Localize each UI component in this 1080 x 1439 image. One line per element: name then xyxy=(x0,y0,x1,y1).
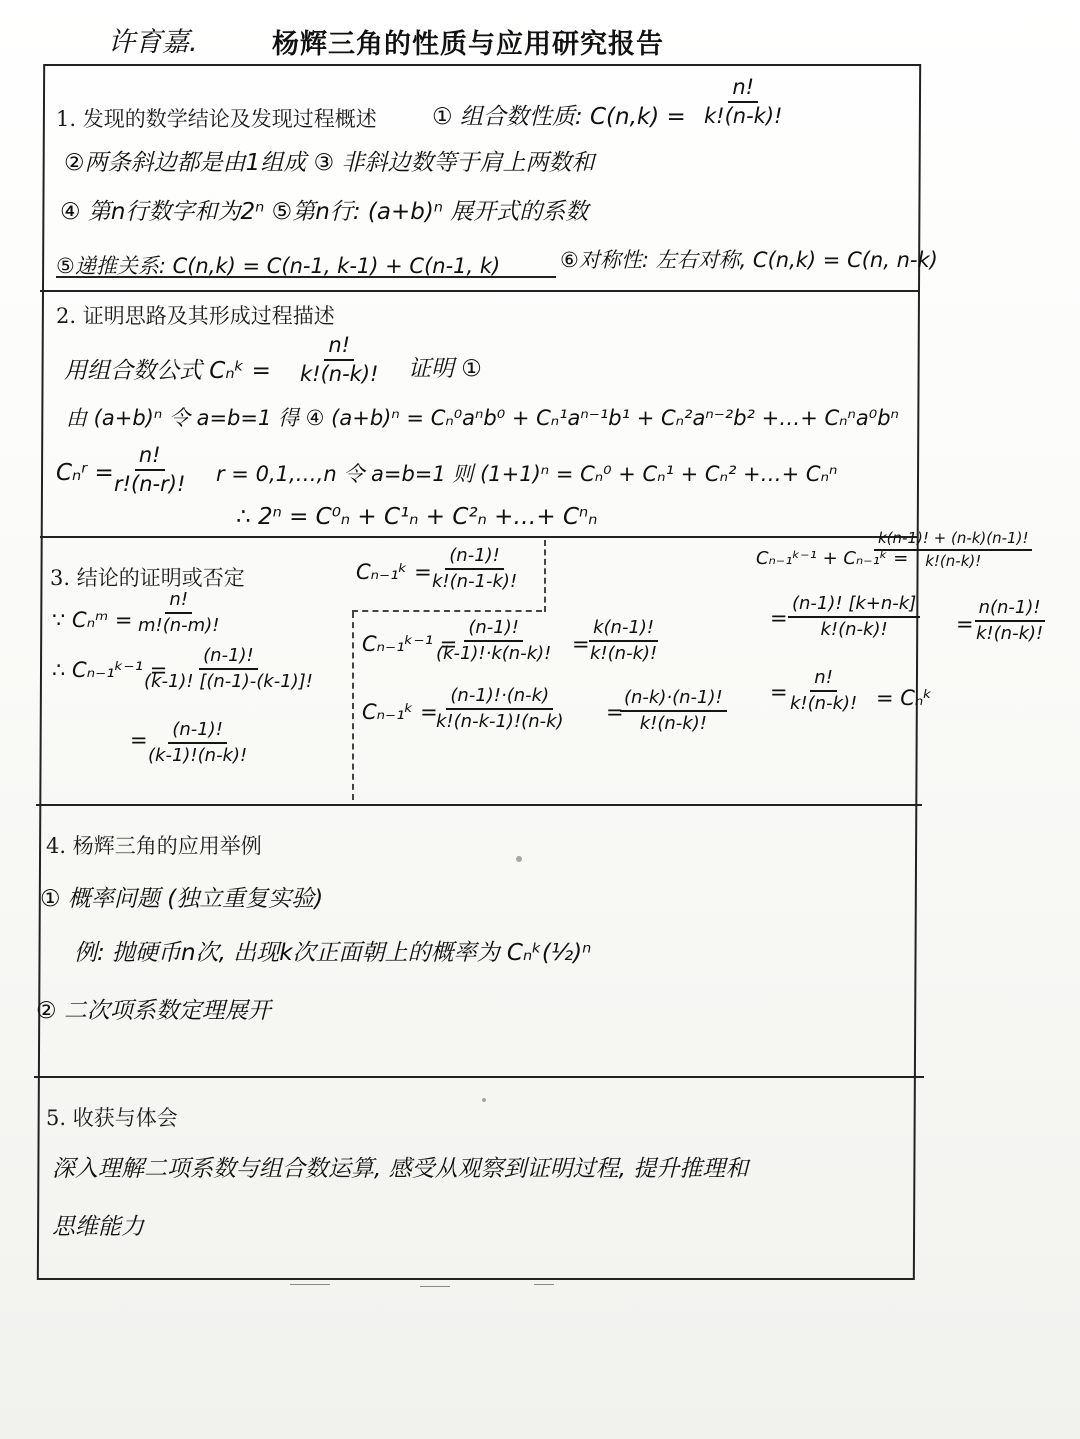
fraction-numerator: k(n-1)! + (n-k)(n-1)! xyxy=(874,530,1032,551)
s3-c3-line-2b-equals: = xyxy=(956,612,974,636)
fraction-denominator: (k-1)! [(n-1)-(k-1)]! xyxy=(144,670,313,692)
fraction-denominator: k!(n-k)! xyxy=(704,104,783,129)
scan-speck xyxy=(516,856,522,862)
s3-c3-line-3-suffix: = Cₙᵏ xyxy=(876,686,933,710)
s3-c2-line-2-equals: = xyxy=(572,632,590,656)
s4-line-1: ① 概率问题 (独立重复实验) xyxy=(40,886,324,912)
s3-c2-line-2-prefix: Cₙ₋₁ᵏ⁻¹ = xyxy=(362,632,458,656)
s2-line-4: ∴ 2ⁿ = C⁰ₙ + C¹ₙ + C²ₙ +…+ Cⁿₙ xyxy=(236,504,598,530)
s3-c1-line-1-prefix: ∵ Cₙᵐ = xyxy=(52,608,133,632)
s3-c3-line-1-fraction xyxy=(874,530,1032,569)
s3-c2-line-2-fraction xyxy=(432,618,555,664)
s2-line-1-suffix: 证明 ① xyxy=(408,356,482,382)
s3-c3-line-2-equals: = xyxy=(770,606,788,630)
fraction-numerator: n! xyxy=(135,444,165,471)
s3-c1-line-1-fraction xyxy=(134,590,223,636)
s3-c3-line-2b-fraction xyxy=(972,598,1047,644)
fraction-numerator: (n-1)! xyxy=(464,618,523,642)
fraction-numerator: n! xyxy=(810,668,837,692)
section-divider-3-4 xyxy=(36,804,922,806)
s3-c1-line-3-fraction xyxy=(144,720,251,766)
fraction-numerator: (n-k)·(n-1)! xyxy=(620,688,727,712)
s3-c2-line-1-prefix: Cₙ₋₁ᵏ = xyxy=(356,560,432,584)
fraction-denominator: (k-1)!(n-k)! xyxy=(148,744,248,766)
s4-line-2: 例: 抛硬币n次, 出现k次正面朝上的概率为 Cₙᵏ(½)ⁿ xyxy=(74,940,592,966)
fraction-denominator: k!(n-k)! xyxy=(790,692,858,714)
author-signature: 许育嘉. xyxy=(108,27,198,58)
fraction-numerator: n! xyxy=(324,334,354,361)
s2-line-2: 由 (a+b)ⁿ 令 a=b=1 得 ④ (a+b)ⁿ = Cₙ⁰aⁿb⁰ + Cₙ¹aⁿ⁻¹b¹ + Cₙ²aⁿ⁻²b² +…+ Cₙⁿa⁰bⁿ xyxy=(66,406,899,430)
section-divider-2-3 xyxy=(40,536,918,538)
fraction-denominator: k!(n-k)! xyxy=(639,712,707,734)
scan-edge-mark xyxy=(534,1284,554,1285)
fraction-denominator: r!(n-r)! xyxy=(114,472,186,497)
section-divider-1-2 xyxy=(40,290,918,292)
fraction-numerator: n! xyxy=(165,590,192,614)
s1-line-2: ②两条斜边都是由1组成 ③ 非斜边数等于肩上两数和 xyxy=(64,150,595,176)
s1-item1-prefix: ① 组合数性质: C(n,k) = xyxy=(432,104,686,130)
fraction-denominator: k!(n-k)! xyxy=(976,622,1044,644)
fraction-denominator: (k-1)!·k(n-k)! xyxy=(436,642,552,664)
s1-line-4a-underline xyxy=(56,276,556,278)
fraction-denominator: k!(n-k)! xyxy=(300,362,379,387)
s3-c1-line-3-prefix: = xyxy=(130,728,148,752)
section-3-heading: 3. 结论的证明或否定 xyxy=(50,566,245,590)
fraction-numerator: k(n-1)! xyxy=(589,618,658,642)
fraction-denominator: k!(n-k)! xyxy=(925,551,982,570)
fraction-denominator: k!(n-1-k)! xyxy=(432,570,518,592)
s1-item1-fraction xyxy=(700,76,786,128)
fraction-numerator: (n-1)! xyxy=(199,646,258,670)
s3-c1-line-2-fraction xyxy=(140,646,317,692)
section-2-heading: 2. 证明思路及其形成过程描述 xyxy=(56,304,335,328)
s2-line-1-prefix: 用组合数公式 Cₙᵏ = xyxy=(64,358,271,384)
s5-line-1: 深入理解二项系数与组合数运算, 感受从观察到证明过程, 提升推理和 xyxy=(52,1156,749,1182)
s2-line-3-fraction xyxy=(110,444,189,496)
scan-edge-mark xyxy=(420,1286,450,1287)
proof-box-dashed-left xyxy=(352,612,354,800)
s3-c2-line-3-fraction xyxy=(432,686,568,732)
s3-c3-line-3-fraction xyxy=(786,668,861,714)
s3-c2-line-3b-fraction xyxy=(620,688,727,734)
proof-box-dashed-right xyxy=(544,540,546,612)
fraction-numerator: n(n-1)! xyxy=(975,598,1045,622)
s3-c2-line-1-fraction xyxy=(428,546,521,592)
s2-line-1-fraction xyxy=(296,334,382,386)
s2-line-3-suffix: r = 0,1,…,n 令 a=b=1 则 (1+1)ⁿ = Cₙ⁰ + Cₙ¹ + Cₙ² +…+ Cₙⁿ xyxy=(216,462,838,486)
s3-c1-line-2-prefix: ∴ Cₙ₋₁ᵏ⁻¹ = xyxy=(52,658,168,682)
s3-c3-line-2-fraction xyxy=(788,594,920,640)
s3-c3-line-1-prefix: Cₙ₋₁ᵏ⁻¹ + Cₙ₋₁ᵏ = xyxy=(756,548,909,569)
section-4-heading: 4. 杨辉三角的应用举例 xyxy=(46,834,262,858)
fraction-denominator: k!(n-k)! xyxy=(590,642,658,664)
section-5-heading: 5. 收获与体会 xyxy=(46,1106,178,1130)
fraction-numerator: (n-1)! [k+n-k] xyxy=(788,594,920,618)
s1-line-4a: ⑤递推关系: C(n,k) = C(n-1, k-1) + C(n-1, k) xyxy=(56,254,501,278)
fraction-numerator: (n-1)! xyxy=(168,720,227,744)
s4-line-3: ② 二次项系数定理展开 xyxy=(36,998,271,1024)
fraction-numerator: (n-1)! xyxy=(445,546,504,570)
s5-line-2: 思维能力 xyxy=(52,1214,144,1240)
fraction-denominator: k!(n-k-1)!(n-k) xyxy=(436,710,564,732)
scan-edge-mark xyxy=(290,1284,330,1285)
proof-box-dashed-top xyxy=(352,610,542,612)
fraction-numerator: (n-1)!·(n-k) xyxy=(446,686,553,710)
fraction-denominator: k!(n-k)! xyxy=(820,618,888,640)
s3-c3-line-3-equals: = xyxy=(770,680,788,704)
s3-c2-line-3-equals: = xyxy=(606,700,624,724)
report-title: 杨辉三角的性质与应用研究报告 xyxy=(272,29,664,60)
section-1-heading: 1. 发现的数学结论及发现过程概述 xyxy=(56,107,377,131)
s1-line-4b: ⑥对称性: 左右对称, C(n,k) = C(n, n-k) xyxy=(560,248,938,272)
s1-line-3: ④ 第n行数字和为2ⁿ ⑤第n行: (a+b)ⁿ 展开式的系数 xyxy=(60,199,589,225)
s3-c2-line-2b-fraction xyxy=(586,618,661,664)
s2-line-3-prefix: Cₙʳ = xyxy=(56,460,114,486)
s3-c2-line-3-prefix: Cₙ₋₁ᵏ = xyxy=(362,700,438,724)
fraction-numerator: n! xyxy=(728,76,758,103)
fraction-denominator: m!(n-m)! xyxy=(138,614,220,636)
scan-speck xyxy=(482,1098,486,1102)
section-divider-4-5 xyxy=(34,1076,924,1078)
